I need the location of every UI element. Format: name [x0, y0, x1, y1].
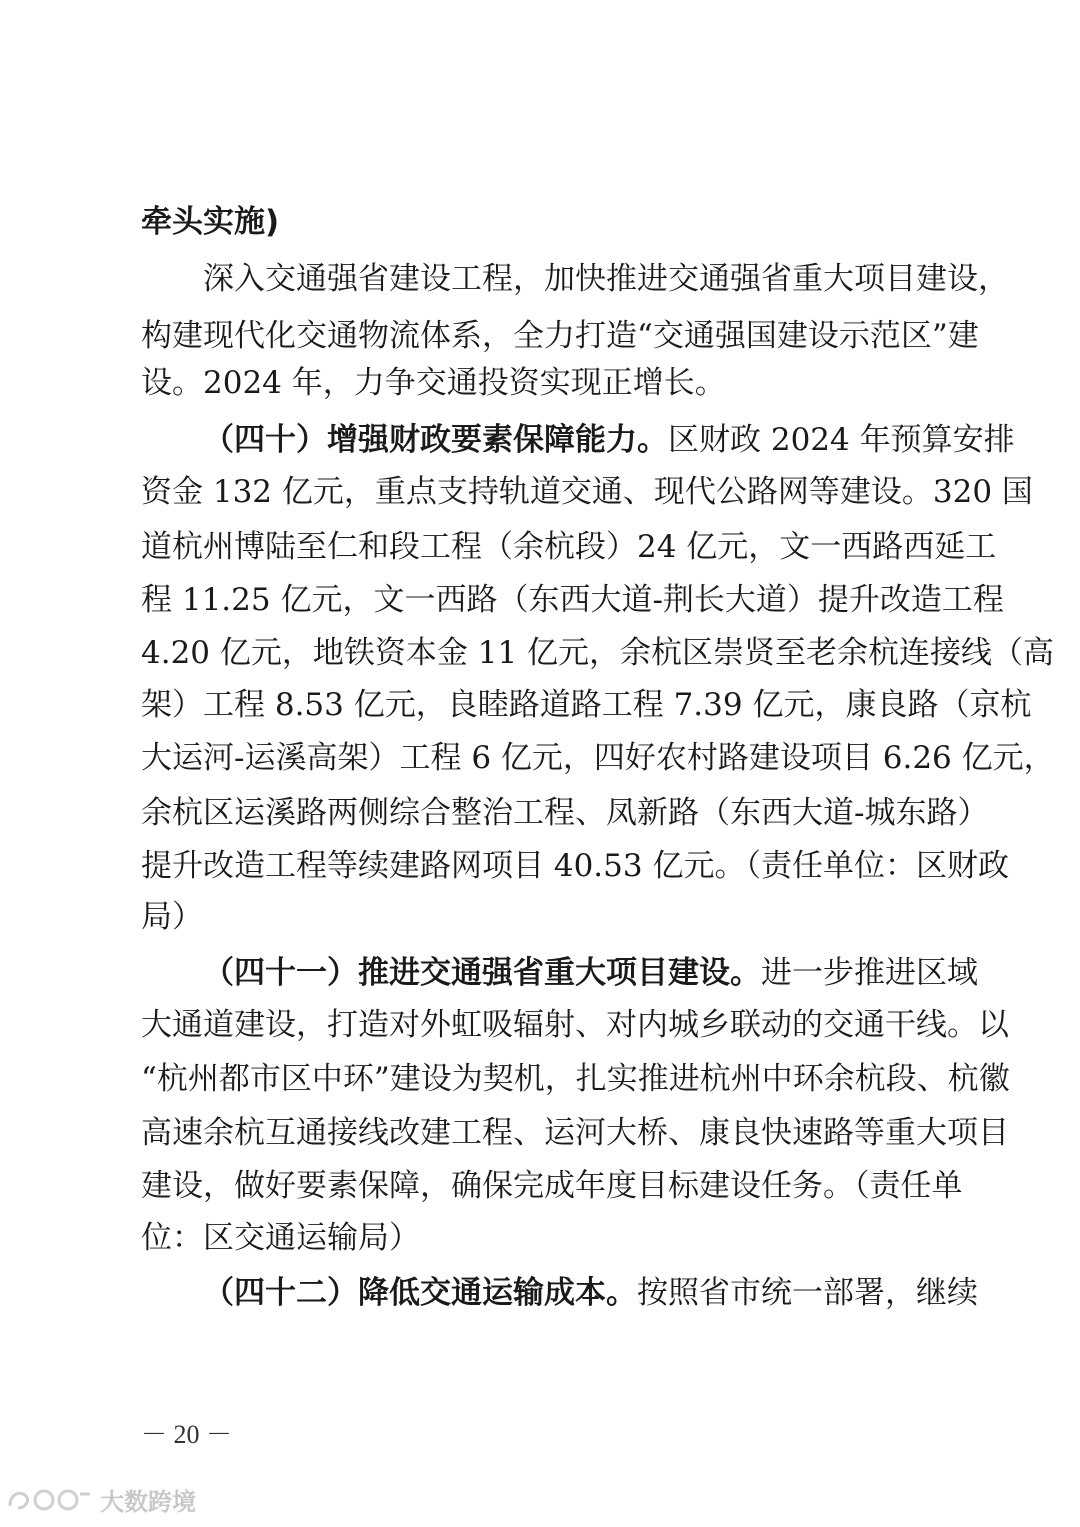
paragraph-line: [141, 685, 1032, 725]
line-text: 提升改造工程等续建路网项目 40.53 亿元。（责任单位：区财政: [141, 848, 1009, 884]
paragraph-line: [141, 527, 997, 567]
line-text: 进一步推进区域: [761, 955, 978, 991]
line-text: 4.20 亿元，地铁资本金 11 亿元，余杭区崇贤至老余杭连接线（高: [141, 635, 1055, 671]
section-heading-line: [203, 953, 978, 993]
line-text: “杭州都市区中环”建设为契机，扎实推进杭州中环余杭段、杭徽: [141, 1061, 1010, 1097]
continuation-line: [141, 202, 946, 242]
page-number: － 20 －: [141, 1420, 233, 1449]
paragraph-line: [141, 846, 1009, 886]
paragraph-line: [203, 259, 1009, 299]
line-text: 按照省市统一部署，继续: [637, 1275, 978, 1311]
section-heading-line: [203, 420, 1015, 460]
paragraph-line: [141, 316, 979, 356]
line-text: 深入交通强省建设工程，加快推进交通强省重大项目建设，: [203, 261, 1009, 297]
line-text: 架）工程 8.53 亿元，良睦路道路工程 7.39 亿元，康良路（京杭: [141, 687, 1032, 723]
paragraph-line: [141, 738, 1055, 778]
line-text: 余杭区运溪路两侧综合整治工程、凤新路（东西大道-城东路）: [141, 795, 989, 831]
section-heading-line: [203, 1273, 978, 1313]
paragraph-line: [141, 580, 1004, 620]
paragraph-line: [141, 1059, 1010, 1099]
line-text: 大运河-运溪高架）工程 6 亿元，四好农村路建设项目 6.26 亿元，: [141, 740, 1055, 776]
line-text: 资金 132 亿元，重点支持轨道交通、现代公路网等建设。320 国: [141, 474, 1033, 510]
section-heading: （四十二）降低交通运输成本。: [203, 1275, 637, 1311]
dashuju-logo-icon: [6, 1484, 94, 1514]
line-text: 位：区交通运输局）: [141, 1220, 420, 1256]
paragraph-line: [141, 1218, 946, 1258]
watermark: [6, 1482, 196, 1516]
paragraph-line: [141, 363, 946, 403]
line-text: 高速余杭互通接线改建工程、运河大桥、康良快速路等重大项目: [141, 1115, 1009, 1151]
watermark-text: 大数跨境: [100, 1487, 196, 1516]
line-text: 程 11.25 亿元，文一西路（东西大道-荆长大道）提升改造工程: [141, 582, 1004, 618]
paragraph-line: [141, 897, 946, 937]
line-text: 大通道建设，打造对外虹吸辐射、对内城乡联动的交通干线。以: [141, 1007, 1009, 1043]
line-text: 构建现代化交通物流体系，全力打造“交通强国建设示范区”建: [141, 318, 979, 354]
paragraph-line: [141, 1005, 1009, 1045]
section-heading: （四十一）推进交通强省重大项目建设。: [203, 955, 761, 991]
line-text: 牵头实施): [141, 204, 280, 240]
line-text: 区财政 2024 年预算安排: [668, 422, 1015, 458]
paragraph-line: [141, 633, 1055, 673]
line-text: 设。2024 年，力争交通投资实现正增长。: [141, 365, 726, 401]
line-text: 道杭州博陆至仁和段工程（余杭段）24 亿元，文一西路西延工: [141, 529, 997, 565]
paragraph-line: [141, 472, 1033, 512]
paragraph-line: [141, 1166, 963, 1206]
line-text: 建设，做好要素保障，确保完成年度目标建设任务。（责任单: [141, 1168, 963, 1204]
paragraph-line: [141, 1113, 1009, 1153]
section-heading: （四十）增强财政要素保障能力。: [203, 422, 668, 458]
line-text: 局）: [141, 899, 203, 935]
paragraph-line: [141, 793, 989, 833]
